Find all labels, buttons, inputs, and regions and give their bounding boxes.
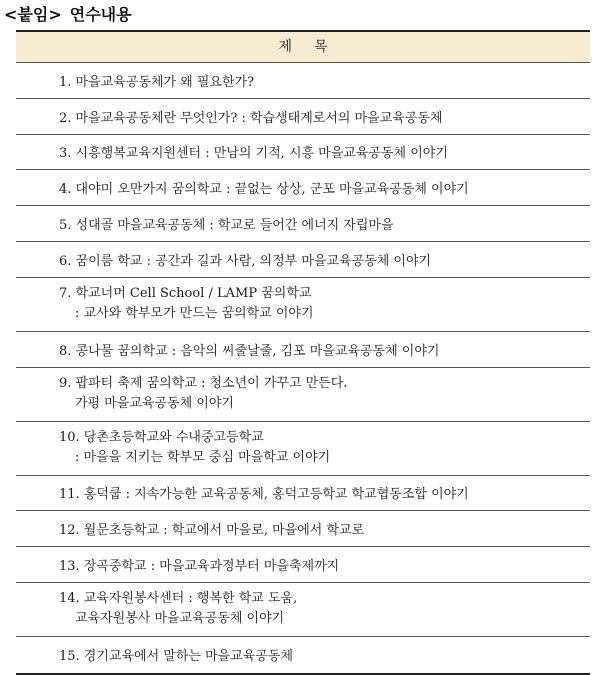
table-body — [16, 63, 590, 673]
row-title: 5. 성대골 마을교육공동체 : 학교로 들어간 에너지 자립마을 — [59, 218, 394, 234]
row-title: 15. 경기교육에서 말하는 마을교육공동체 — [59, 649, 293, 665]
curriculum-table — [16, 30, 590, 675]
row-title: 2. 마을교육공동체란 무엇인가? : 학습생태계로서의 마을교육공동체 — [59, 110, 443, 126]
row-subtitle: 교육자원봉사 마을교육공동체 이야기 — [75, 611, 285, 627]
row-title: 13. 장곡중학교 : 마을교육과정부터 마을축제까지 — [59, 559, 340, 575]
table-row — [16, 511, 590, 547]
row-subtitle: : 마을을 지키는 학부모 중심 마을학교 이야기 — [75, 450, 331, 466]
section-title: 연수내용 — [69, 5, 132, 24]
table-row — [16, 368, 590, 422]
row-title: 7. 학교너머 Cell School / LAMP 꿈의학교 — [59, 286, 312, 302]
table-row — [16, 63, 590, 99]
row-title: 4. 대야미 오만가지 꿈의학교 : 끝없는 상상, 군포 마을교육공동체 이야기 — [59, 182, 469, 198]
table-row — [16, 422, 590, 476]
table-row — [16, 547, 590, 583]
table-header — [16, 32, 590, 63]
row-subtitle: 가평 마을교육공동체 이야기 — [75, 396, 234, 412]
table-row — [16, 476, 590, 512]
row-title: 3. 시흥행복교육지원센터 : 만남의 기적, 시흥 마을교육공동체 이야기 — [59, 146, 448, 162]
attachment-tag: <붙임> — [4, 5, 62, 24]
table-row — [16, 637, 590, 673]
table-row — [16, 99, 590, 135]
table-row — [16, 242, 590, 278]
attachment-heading — [4, 2, 132, 28]
table-row — [16, 206, 590, 242]
table-row — [16, 170, 590, 206]
table-row — [16, 583, 590, 637]
row-subtitle: : 교사와 학부모가 만드는 꿈의학교 이야기 — [75, 306, 314, 322]
header-char-1: 제 — [278, 39, 292, 55]
row-title: 14. 교육자원봉사센터 : 행복한 학교 도움, — [59, 591, 298, 607]
row-title: 8. 콩나물 꿈의학교 : 음악의 씨줄날줄, 김포 마을교육공동체 이야기 — [59, 343, 440, 359]
row-title: 1. 마을교육공동체가 왜 필요한가? — [59, 74, 255, 90]
table-row — [16, 278, 590, 332]
table-row — [16, 332, 590, 368]
header-char-2: 목 — [314, 39, 328, 55]
row-title: 9. 팝파티 축제 꿈의학교 : 청소년이 가꾸고 만든다. — [59, 376, 348, 392]
row-title: 11. 홍덕쿱 : 지속가능한 교육공동체, 홍덕고등학교 학교협동조합 이야기 — [59, 487, 469, 503]
row-title: 12. 월문초등학교 : 학교에서 마을로, 마을에서 학교로 — [59, 523, 365, 539]
table-row — [16, 135, 590, 171]
row-title: 10. 당촌초등학교와 수내중고등학교 — [59, 430, 264, 446]
row-title: 6. 꿈이룸 학교 : 공간과 길과 사람, 의정부 마을교육공동체 이야기 — [59, 253, 432, 269]
